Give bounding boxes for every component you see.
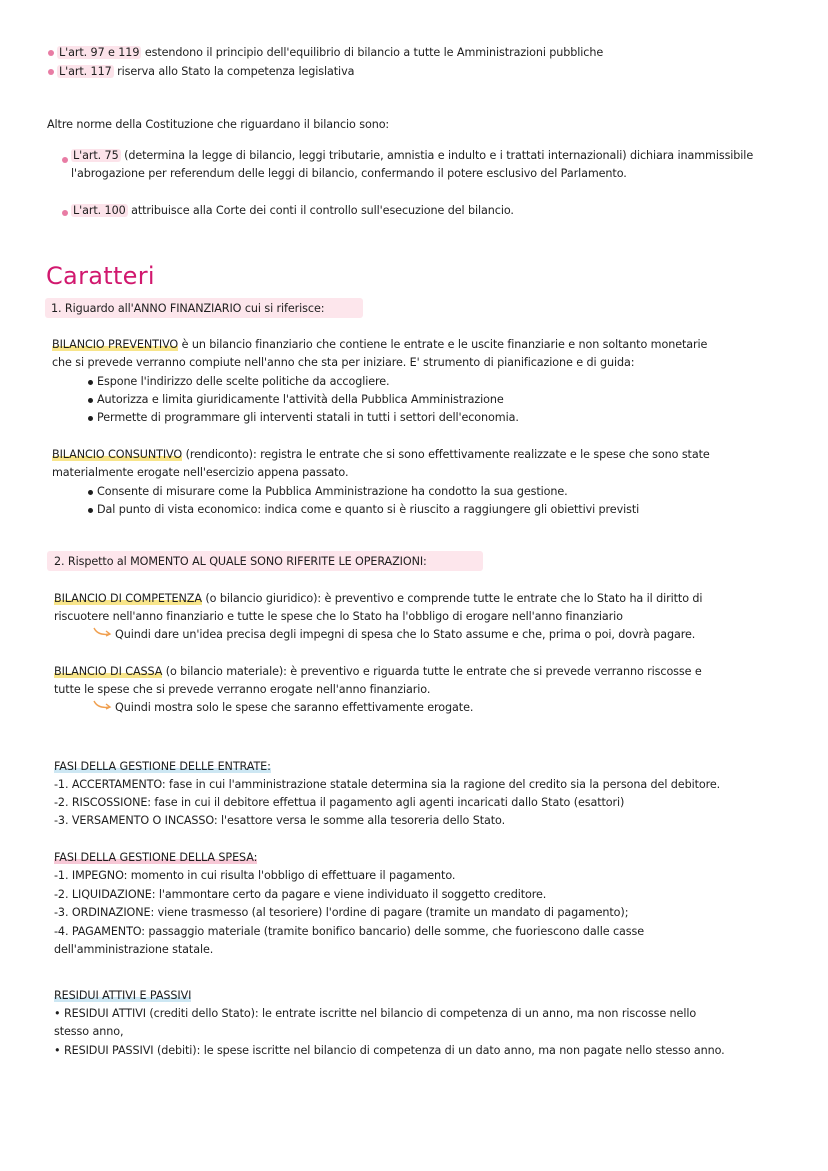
spesa-item: -3. ORDINAZIONE: viene trasmesso (al tesoriere) l'ordine di pagare (tramite un mandato di pagamento); bbox=[54, 906, 629, 919]
consuntivo-line1: BILANCIO CONSUNTIVO (rendiconto): registra le entrate che si sono effettivamente realizzate e le spese che sono state bbox=[52, 448, 710, 461]
entrate-item: -2. RISCOSSIONE: fase in cui il debitore effettua il pagamento agli agenti incaricati dallo Stato (esattori) bbox=[54, 796, 625, 809]
residui-title: RESIDUI ATTIVI E PASSIVI bbox=[54, 989, 192, 1002]
residui-attivi-line2: stesso anno, bbox=[54, 1025, 124, 1038]
term-consuntivo: BILANCIO CONSUNTIVO bbox=[52, 448, 183, 461]
bullet-art117: L'art. 117 riserva allo Stato la competenza legislativa bbox=[59, 65, 355, 78]
bullet-dot bbox=[48, 69, 54, 75]
competenza-note: Quindi dare un'idea precisa degli impegni di spesa che lo Stato assume e che, prima o poi, dovrà pagare. bbox=[115, 628, 696, 641]
residui-attivi-line1: • RESIDUI ATTIVI (crediti dello Stato): le entrate iscritte nel bilancio di competenza di un anno, ma non riscosse nello bbox=[54, 1007, 697, 1020]
arrow-icon bbox=[92, 699, 114, 711]
art-ref: L'art. 97 e 119 bbox=[59, 46, 140, 59]
cassa-line1: BILANCIO DI CASSA (o bilancio materiale): è preventivo e riguarda tutte le entrate che si prevede verranno riscosse e bbox=[54, 665, 702, 678]
spesa-item: dell'amministrazione statale. bbox=[54, 943, 214, 956]
bullet-dot bbox=[62, 210, 68, 216]
art75-line1: L'art. 75 (determina la legge di bilancio, leggi tributarie, amnistia e indulto e i trattati internazionali) dichiara inammissibile bbox=[73, 149, 754, 162]
header-momento: 2. Rispetto al MOMENTO AL QUALE SONO RIFERITE LE OPERAZIONI: bbox=[54, 555, 427, 568]
art-ref: L'art. 117 bbox=[59, 65, 112, 78]
term-cassa: BILANCIO DI CASSA bbox=[54, 665, 163, 678]
competenza-line2: riscuotere nell'anno finanziario e tutte le spese che lo Stato ha l'obbligo di erogare nell'anno finanziario bbox=[54, 610, 623, 623]
bullet-dot bbox=[88, 508, 93, 513]
bullet-dot bbox=[88, 398, 93, 403]
art-ref: L'art. 100 bbox=[73, 204, 126, 217]
cassa-line2: tutte le spese che si prevede verranno erogate nell'anno finanziario. bbox=[54, 683, 431, 696]
header-anno-finanziario: 1. Riguardo all'ANNO FINANZIARIO cui si riferisce: bbox=[51, 302, 325, 315]
bullet-dot bbox=[62, 157, 68, 163]
art-ref: L'art. 75 bbox=[73, 149, 119, 162]
altre-norme-intro: Altre norme della Costituzione che riguardano il bilancio sono: bbox=[47, 118, 390, 131]
bullet-dot bbox=[88, 380, 93, 385]
bullet-dot bbox=[88, 416, 93, 421]
bullet-dot bbox=[48, 50, 54, 56]
spesa-title: FASI DELLA GESTIONE DELLA SPESA: bbox=[54, 851, 258, 864]
spesa-item: -4. PAGAMENTO: passaggio materiale (tramite bonifico bancario) delle somme, che fuoriescono dalle casse bbox=[54, 925, 644, 938]
section-title: Caratteri bbox=[46, 262, 155, 290]
bullet-art97: L'art. 97 e 119 estendono il principio dell'equilibrio di bilancio a tutte le Amministrazioni pubbliche bbox=[59, 46, 604, 59]
preventivo-line2: che si prevede verranno compiute nell'anno che sta per iniziare. E' strumento di pianificazione e di guida: bbox=[52, 356, 635, 369]
preventivo-bullet: Espone l'indirizzo delle scelte politiche da accogliere. bbox=[97, 375, 390, 388]
bullet-dot bbox=[88, 490, 93, 495]
consuntivo-bullet: Consente di misurare come la Pubblica Amministrazione ha condotto la sua gestione. bbox=[97, 485, 568, 498]
competenza-line1: BILANCIO DI COMPETENZA (o bilancio giuridico): è preventivo e comprende tutte le entrate che lo Stato ha il diritto di bbox=[54, 592, 703, 605]
entrate-item: -3. VERSAMENTO O INCASSO: l'esattore versa le somme alla tesoreria dello Stato. bbox=[54, 814, 506, 827]
preventivo-line1: BILANCIO PREVENTIVO è un bilancio finanziario che contiene le entrate e le uscite finanziarie e non soltanto monetarie bbox=[52, 338, 708, 351]
entrate-item: -1. ACCERTAMENTO: fase in cui l'amministrazione statale determina sia la ragione del credito sia la persona del debitore. bbox=[54, 778, 721, 791]
term-competenza: BILANCIO DI COMPETENZA bbox=[54, 592, 202, 605]
residui-passivi: • RESIDUI PASSIVI (debiti): le spese iscritte nel bilancio di competenza di un dato anno, ma non pagate nello stesso anno. bbox=[54, 1044, 725, 1057]
spesa-item: -1. IMPEGNO: momento in cui risulta l'obbligo di effettuare il pagamento. bbox=[54, 869, 456, 882]
arrow-icon bbox=[92, 626, 114, 638]
consuntivo-line2: materialmente erogate nell'esercizio appena passato. bbox=[52, 466, 349, 479]
cassa-note: Quindi mostra solo le spese che saranno effettivamente erogate. bbox=[115, 701, 474, 714]
preventivo-bullet: Permette di programmare gli interventi statali in tutti i settori dell'economia. bbox=[97, 411, 519, 424]
spesa-item: -2. LIQUIDAZIONE: l'ammontare certo da pagare e viene individuato il soggetto creditore. bbox=[54, 888, 547, 901]
entrate-title: FASI DELLA GESTIONE DELLE ENTRATE: bbox=[54, 760, 271, 773]
consuntivo-bullet: Dal punto di vista economico: indica come e quanto si è riuscito a raggiungere gli obiettivi previsti bbox=[97, 503, 640, 516]
preventivo-bullet: Autorizza e limita giuridicamente l'attività della Pubblica Amministrazione bbox=[97, 393, 504, 406]
term-preventivo: BILANCIO PREVENTIVO bbox=[52, 338, 179, 351]
art75-line2: l'abrogazione per referendum delle leggi di bilancio, confermando il potere esclusivo del Parlamento. bbox=[71, 167, 627, 180]
art100: L'art. 100 attribuisce alla Corte dei conti il controllo sull'esecuzione del bilancio. bbox=[73, 204, 514, 217]
